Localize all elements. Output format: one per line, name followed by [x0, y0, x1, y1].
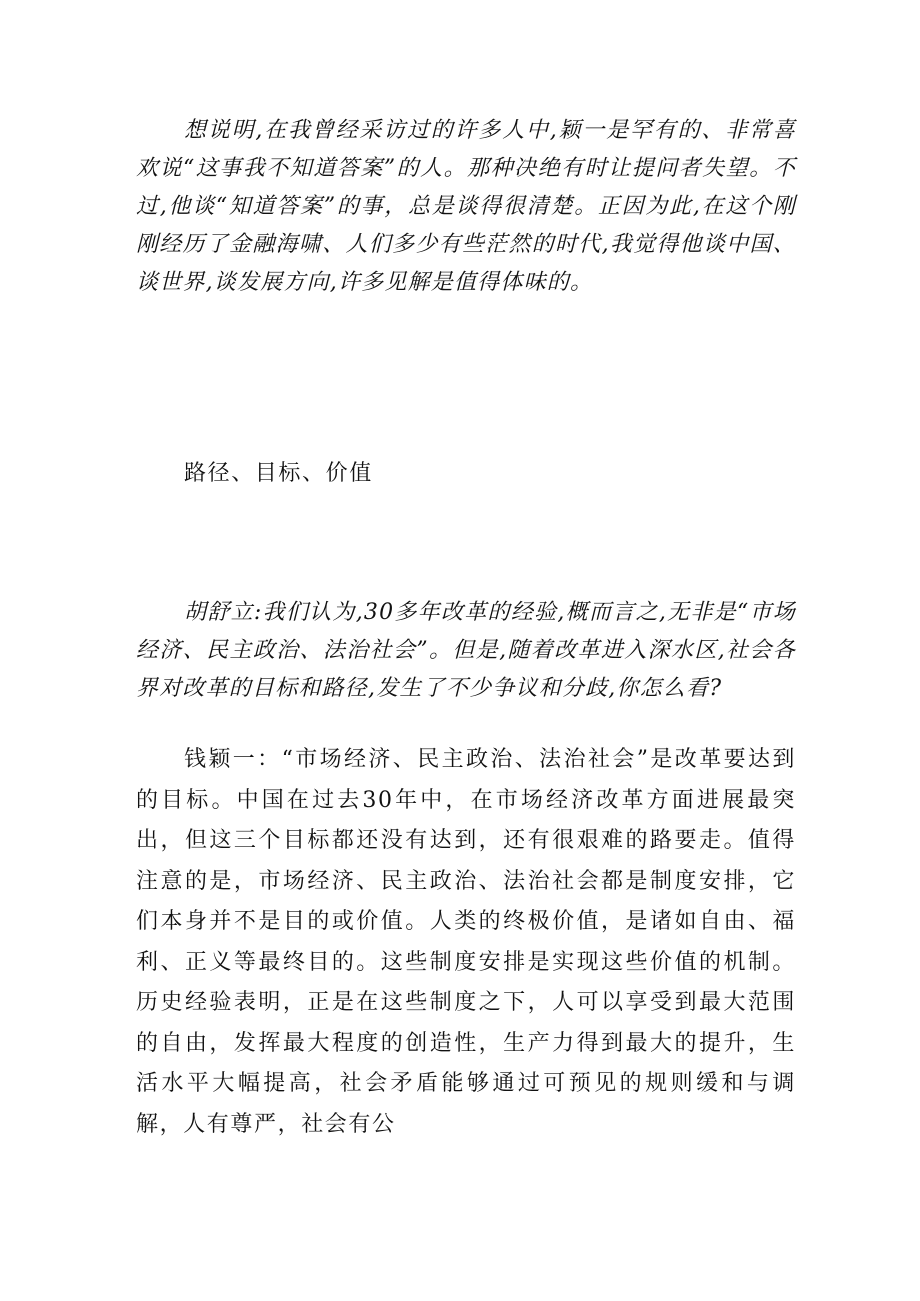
section-heading: 路径、目标、价值: [184, 461, 373, 486]
question-paragraph: 胡舒立:我们认为,30多年改革的经验,概而言之,无非是“市场经济、民主政治、法治社会”。但是,随着改革进入深水区,社会各界对改革的目标和路径,发生了不少争议和分歧,你怎么看?: [136, 600, 796, 701]
answer-paragraph: 钱颖一：“市场经济、民主政治、法治社会”是改革要达到的目标。中国在过去30年中，在市场经济改革方面进展最突出，但这三个目标都还没有达到，还有很艰难的路要走。值得注意的是，市场经济、民主政治、法治社会都是制度安排，它们本身并不是目的或价值。人类的终极价值，是诸如自由、福利、正义等最终目的。这些制度安排是实现这些价值的机制。历史经验表明，正是在这些制度之下，人可以享受到最大范围的自由，发挥最大程度的创造性，生产力得到最大的提升，生活水平大幅提高，社会矛盾能够通过可预见的规则缓和与调解，人有尊严，社会有公: [136, 747, 796, 1137]
intro-paragraph: 想说明,在我曾经采访过的许多人中,颖一是罕有的、非常喜欢说“这事我不知道答案”的人。那种决绝有时让提问者失望。不过,他谈“知道答案”的事，总是谈得很清楚。正因为此,在这个刚刚经历了金融海啸、人们多少有些茫然的时代,我觉得他谈中国、谈世界,谈发展方向,许多见解是值得体味的。: [136, 118, 796, 295]
